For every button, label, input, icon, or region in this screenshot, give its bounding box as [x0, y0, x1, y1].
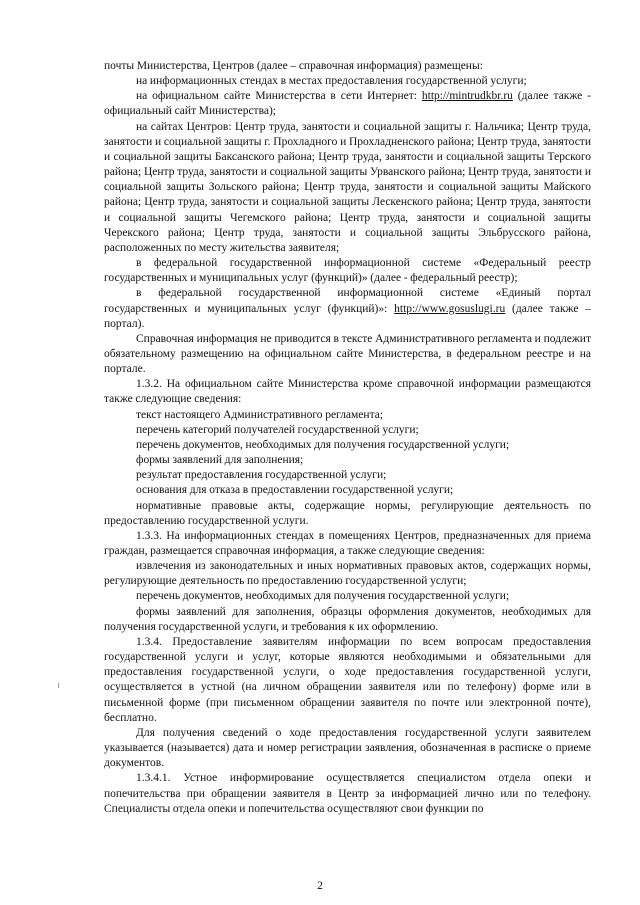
margin-mark [58, 683, 59, 688]
paragraph-18: перечень документов, необходимых для получения государственной услуги; [136, 590, 510, 603]
document-body [104, 59, 591, 817]
paragraph-14: основания для отказа в предоставлении государственной услуги; [136, 484, 454, 497]
paragraph-2: на информационных стендах в местах предоставления государственной услуги; [136, 75, 527, 88]
paragraph-4: на сайтах Центров: Центр труда, занятости и социальной защиты г. Нальчика; Центр труда, занятости и социальной защиты г. Прохладного и Прохладненского района; Центр труда, занятости и социальной защиты Баксанского района; Центр труда, занятости и социальной защиты Терского района; Центр труда, занятости и социальной защиты Урванского района; Центр труда, занятости и социальной защиты Зольского района; Центр труда, занятости и социальной защиты Майского района; Центр труда, занятости и социальной защиты Лескенского района; Центр труда, занятости и социальной защиты Чегемского района; Центр труда, занятости и социальной защиты Черекского района; Центр труда, занятости и социальной защиты Эльбрусского района, расположенных по месту жительства заявителя; [104, 120, 591, 254]
paragraph-22: 1.3.4.1. Устное информирование осуществляется специалистом отдела опеки и попечительства при обращении заявителя в Центр за информацией лично или по телефону. Специалисты отдела опеки и попечительства осуществляют свои функции по [104, 772, 591, 815]
paragraph-5: в федеральной государственной информационной системе «Федеральный реестр государственных и муниципальных услуг (функций)» (далее - федеральный реестр); [104, 257, 591, 285]
paragraph-16: 1.3.3. На информационных стендах в помещениях Центров, предназначенных для приема граждан, размещается справочная информация, а также следующие сведения: [104, 529, 591, 557]
paragraph-15: нормативные правовые акты, содержащие нормы, регулирующие деятельность по предоставлению государственной услуги. [104, 499, 591, 527]
paragraph-20: 1.3.4. Предоставление заявителям информации по всем вопросам предоставления государственной услуги и услуг, которые являются необходимыми и обязательными для предоставления государственной услуги, о ходе предоставления государственной услуги, осуществляется в устной (на личном обращении заявителя или по телефону) форме или в письменной форме (при письменном обращении заявителя по почте или электронной почте), бесплатно. [104, 635, 591, 724]
paragraph-21: Для получения сведений о ходе предоставления государственной услуги заявителем указывается (называется) дата и номер регистрации заявления, обозначенная в расписке о приеме документов. [104, 726, 591, 770]
web-link[interactable]: http://mintrudkbr.ru [421, 90, 513, 103]
paragraph-7: Справочная информация не приводится в тексте Административного регламента и подлежит обязательному размещению на официальном сайте Министерства, в федеральном реестре и на портале. [104, 332, 591, 376]
paragraph-8: 1.3.2. На официальном сайте Министерства кроме справочной информации размещаются также следующие сведения: [104, 378, 591, 406]
paragraph-6: в федеральной государственной информационной системе «Единый портал государственных и муниципальных услуг (функций)»: http://www.gosuslugi.ru (далее также – портал). [104, 287, 591, 330]
paragraph-17: извлечения из законодательных и иных нормативных правовых актов, содержащих нормы, регулирующие деятельность по предоставлению государственной услуги; [104, 560, 591, 588]
paragraph-11: перечень документов, необходимых для получения государственной услуги; [136, 438, 510, 451]
page-number: 2 [317, 880, 323, 892]
paragraph-12: формы заявлений для заполнения; [136, 454, 304, 467]
paragraph-10: перечень категорий получателей государственной услуги; [136, 423, 419, 436]
paragraph-9: текст настоящего Административного регламента; [136, 408, 384, 421]
web-link[interactable]: http://www.gosuslugi.ru [394, 302, 506, 315]
paragraph-3: на официальном сайте Министерства в сети Интернет: http://mintrudkbr.ru (далее также - официальный сайт Министерства); [104, 90, 591, 118]
paragraph-13: результат предоставления государственной услуги; [136, 469, 387, 482]
paragraph-19: формы заявлений для заполнения, образцы оформления документов, необходимых для получения государственной услуги, и требования к их оформлению. [104, 605, 591, 633]
paragraph-1: почты Министерства, Центров (далее – справочная информация) размещены: [104, 60, 483, 72]
